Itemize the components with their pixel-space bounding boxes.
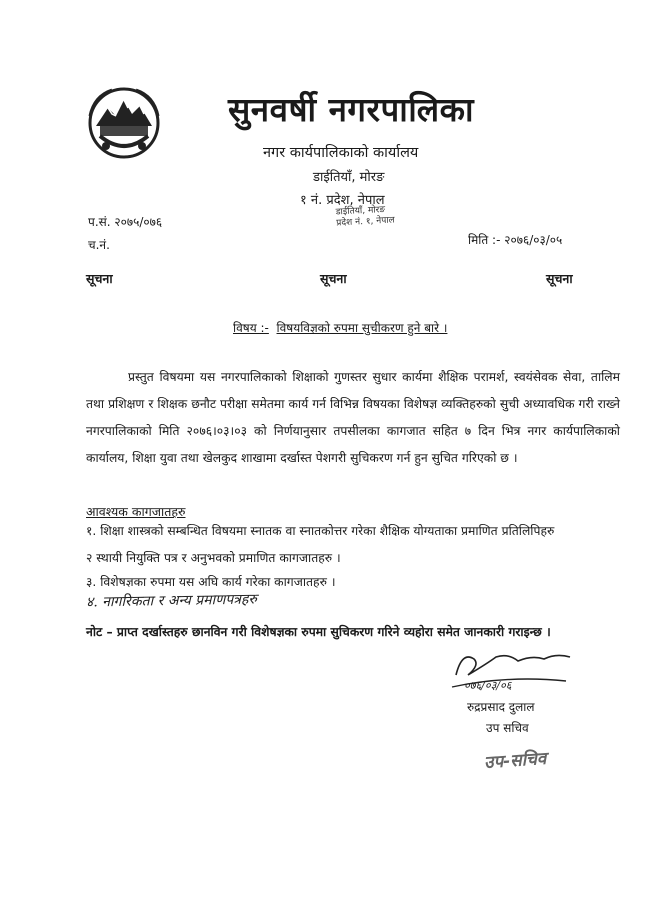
notice-heading: सूचना	[320, 271, 347, 286]
note-line: नोट – प्राप्त दर्खास्तहरु छानविन गरी विशेषज्ञका रुपमा सुचिकरण गरिने व्यहोरा समेत जानकारी गराइन्छ ।	[86, 625, 551, 639]
requirement-item: ३. विशेषज्ञका रुपमा यस अघि कार्य गरेका कागजातहरु ।	[86, 575, 336, 589]
designation-stamp: उप-सचिव	[483, 748, 547, 774]
letter-date: मिति :- २०७६/०३/०५	[468, 233, 563, 247]
notice-heading: सूचना	[546, 271, 573, 286]
nepal-emblem-icon	[86, 86, 162, 160]
requirement-item: २ स्थायी नियुक्ति पत्र र अनुभवको प्रमाणित कागजातहरु ।	[86, 551, 341, 565]
office-province: १ नं. प्रदेश, नेपाल	[300, 193, 385, 208]
requirements-title: आवश्यक कागजातहरु	[86, 504, 186, 519]
body-paragraph: प्रस्तुत विषयमा यस नगरपालिकाको शिक्षाको गुणस्तर सुधार कार्यमा शैक्षिक परामर्श, स्वयंसेवक सेवा, तालिम तथा प्रशिक्षण र शिक्षक छनौट परीक्षा समेतमा कार्य गर्न विभिन्न विषयका विशेषज्ञ व्यक्तिहरुको सुची अध्यावधिक गरी राख्ने नगरपालिकाको मिति २०७६।०३।०३ को निर्णयानुसार तपसीलका कागजात सहित ७ दिन भित्र नगर कार्यपालिकाको कार्यालय, शिक्षा युवा तथा खेलकुद शाखामा दर्खास्त पेशगरी सुचिकरण गर्न हुन सुचित गरिएको छ ।	[86, 370, 620, 465]
address-stamp-line: डाईतियाँ, मोरङ	[335, 204, 386, 218]
office-subtitle: नगर कार्यपालिकाको कार्यालय	[263, 145, 419, 161]
subject-label: विषय :-	[233, 321, 269, 335]
municipality-title: सुनवर्षी नगरपालिका	[228, 90, 475, 129]
signature-icon	[448, 645, 578, 695]
dispatch-number: च.नं.	[88, 238, 110, 252]
signer-name: रुद्रप्रसाद दुलाल	[467, 700, 535, 714]
requirement-item: १. शिक्षा शास्त्रको सम्बन्धित विषयमा स्नातक वा स्नातकोत्तर गरेका शैक्षिक योग्यताका प्रमाणित प्रतिलिपिहरु	[86, 524, 555, 538]
subject-text: विषयविज्ञको रुपमा सुचीकरण हुने बारे ।	[276, 321, 448, 335]
address-stamp	[335, 204, 395, 229]
address-stamp-line: प्रदेश नं. १, नेपाल	[336, 215, 396, 229]
handwritten-requirement: ४. नागरिकता र अन्य प्रमाणपत्रहरु	[85, 591, 257, 611]
reference-number: प.सं. २०७५/०७६	[88, 215, 163, 229]
notice-heading: सूचना	[86, 271, 113, 286]
signature-date: ०७६/०३/०६	[464, 679, 512, 692]
signer-designation: उप सचिव	[486, 721, 529, 735]
office-place: डाईतियाँ, मोरङ	[313, 170, 385, 185]
subject-line	[233, 319, 447, 336]
